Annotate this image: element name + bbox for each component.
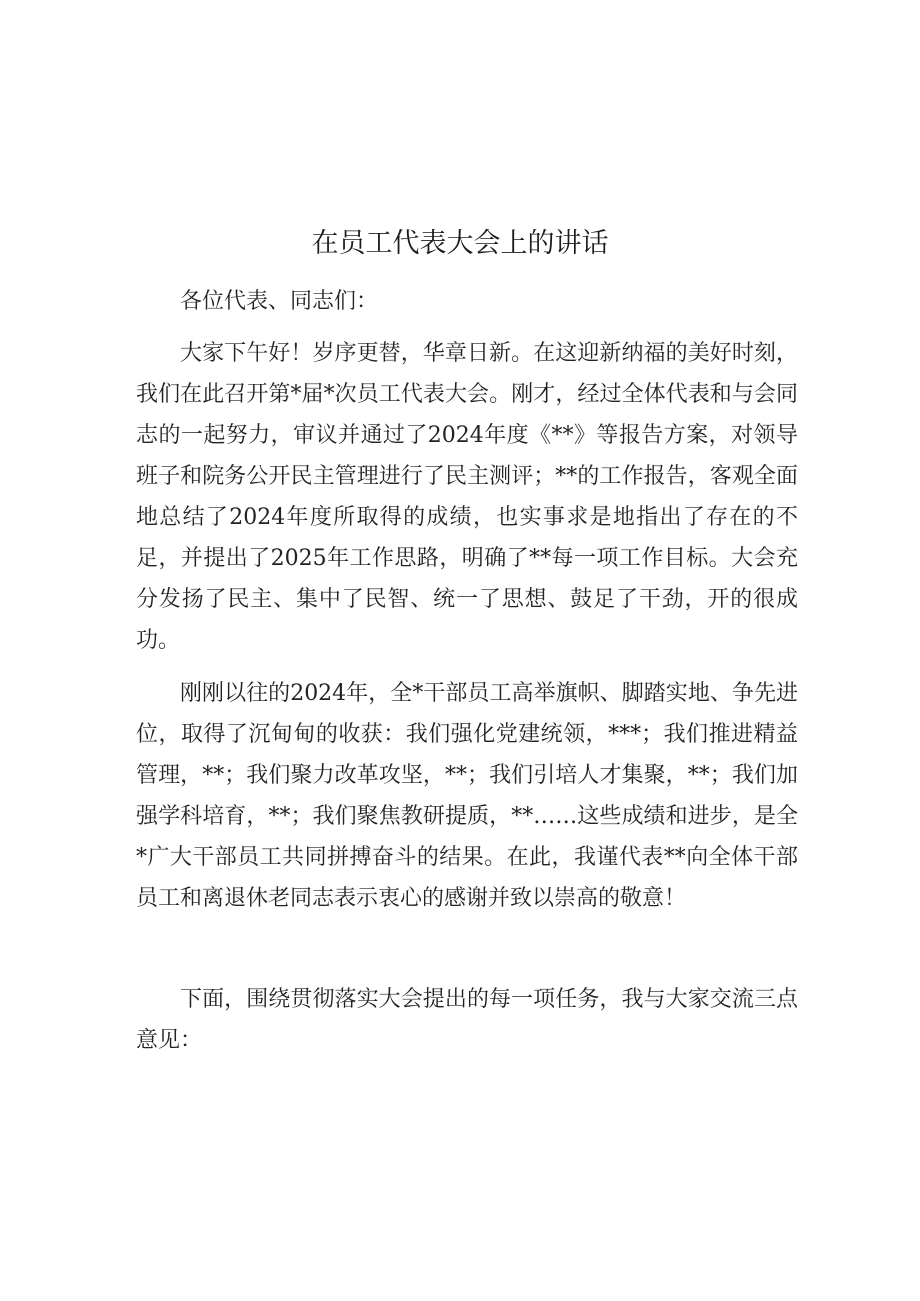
document-title: 在员工代表大会上的讲话 <box>311 228 609 259</box>
paragraph-text: 大家下午好！岁序更替，华章日新。在这迎新纳福的美好时刻，我们在此召开第*届*次员工代表大会。刚才，经过全体代表和与会同志的一起努力，审议并通过了2024年度《**》等报告方案，对领导班子和院务公开民主管理进行了民主测评；**的工作报告，客观全面地总结了2024年度所取得的成绩，也实事求是地指出了存在的不足，并提出了2025年工作思路，明确了**每一项工作目标。大会充分发扬了民主、集中了民智、统一了思想、鼓足了干劲，开的很成功。 <box>136 341 798 653</box>
greeting-text: 各位代表、同志们： <box>180 289 379 314</box>
greeting <box>136 287 798 317</box>
paragraph-opening <box>136 333 798 661</box>
paragraph-text: 刚刚以往的2024年，全*干部员工高举旗帜、脚踏实地、争先进位，取得了沉甸甸的收获：我们强化党建统领，***；我们推进精益管理，**；我们聚力改革攻坚，**；我们引培人才集聚，**；我们加强学科培育，**；我们聚焦教研提质，**……这些成绩和进步，是全*广大干部员工共同拼搏奋斗的结果。在此，我谨代表**向全体干部员工和离退休老同志表示衷心的感谢并致以崇高的敬意！ <box>136 681 798 911</box>
paragraph-achievements <box>136 673 798 919</box>
paragraph-text: 下面，围绕贯彻落实大会提出的每一项任务，我与大家交流三点意见： <box>136 987 798 1053</box>
paragraph-transition <box>136 979 798 1061</box>
